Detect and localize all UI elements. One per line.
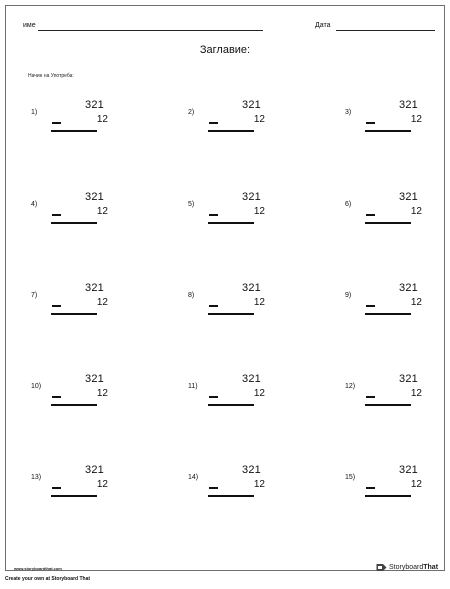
problem-6 xyxy=(345,191,425,231)
answer-line[interactable] xyxy=(51,404,97,406)
answer-line[interactable] xyxy=(208,404,254,406)
name-label: име xyxy=(23,22,36,29)
answer-line[interactable] xyxy=(208,130,254,132)
minuend: 321 xyxy=(85,282,104,294)
problem-9 xyxy=(345,282,425,322)
minus-sign xyxy=(366,487,375,489)
minus-sign xyxy=(366,122,375,124)
problem-2 xyxy=(188,99,268,139)
answer-line[interactable] xyxy=(365,404,411,406)
problem-number: 2) xyxy=(188,109,195,116)
problem-11 xyxy=(188,373,268,413)
subtrahend: 12 xyxy=(253,114,265,125)
minus-sign xyxy=(209,122,218,124)
storyboard-logo-icon xyxy=(376,563,387,572)
problem-number: 5) xyxy=(188,201,195,208)
subtrahend: 12 xyxy=(410,479,422,490)
logo-word-storyboard: Storyboard xyxy=(389,564,424,571)
answer-line[interactable] xyxy=(208,313,254,315)
minuend: 321 xyxy=(85,373,104,385)
footer-url: www.storyboardthat.com xyxy=(14,566,62,571)
problem-8 xyxy=(188,282,268,322)
answer-line[interactable] xyxy=(51,130,97,132)
minuend: 321 xyxy=(242,99,261,111)
answer-line[interactable] xyxy=(208,222,254,224)
minuend: 321 xyxy=(399,191,418,203)
answer-line[interactable] xyxy=(365,313,411,315)
problem-14 xyxy=(188,464,268,504)
minuend: 321 xyxy=(399,373,418,385)
answer-line[interactable] xyxy=(365,130,411,132)
problem-number: 1) xyxy=(31,109,38,116)
minus-sign xyxy=(209,487,218,489)
subtrahend: 12 xyxy=(96,479,108,490)
credit-text: Create your own at Storyboard That xyxy=(5,576,91,582)
answer-line[interactable] xyxy=(365,222,411,224)
problem-15 xyxy=(345,464,425,504)
subtrahend: 12 xyxy=(96,206,108,217)
subtrahend: 12 xyxy=(96,297,108,308)
logo-word-that: That xyxy=(423,564,439,571)
minuend: 321 xyxy=(242,373,261,385)
problems-grid xyxy=(6,6,444,570)
minuend: 321 xyxy=(399,464,418,476)
worksheet-page xyxy=(5,5,445,571)
minus-sign xyxy=(366,305,375,307)
date-label: Дата xyxy=(315,22,331,29)
problem-number: 6) xyxy=(345,201,352,208)
problem-10 xyxy=(31,373,111,413)
minuend: 321 xyxy=(85,464,104,476)
minuend: 321 xyxy=(85,191,104,203)
minus-sign xyxy=(366,214,375,216)
problem-number: 13) xyxy=(31,474,42,481)
instructions-label: Начин на Употреба: xyxy=(28,73,74,79)
problem-1 xyxy=(31,99,111,139)
minuend: 321 xyxy=(85,99,104,111)
answer-line[interactable] xyxy=(51,222,97,224)
minus-sign xyxy=(52,487,61,489)
problem-number: 9) xyxy=(345,292,352,299)
minuend: 321 xyxy=(399,99,418,111)
minus-sign xyxy=(52,396,61,398)
answer-line[interactable] xyxy=(51,495,97,497)
problem-number: 4) xyxy=(31,201,38,208)
problem-number: 8) xyxy=(188,292,195,299)
problem-number: 14) xyxy=(188,474,199,481)
minus-sign xyxy=(52,214,61,216)
subtrahend: 12 xyxy=(96,388,108,399)
subtrahend: 12 xyxy=(410,297,422,308)
problem-3 xyxy=(345,99,425,139)
subtrahend: 12 xyxy=(410,388,422,399)
problem-number: 11) xyxy=(188,383,198,390)
subtrahend: 12 xyxy=(253,388,265,399)
minus-sign xyxy=(366,396,375,398)
problem-4 xyxy=(31,191,111,231)
minus-sign xyxy=(209,214,218,216)
subtrahend: 12 xyxy=(410,114,422,125)
subtrahend: 12 xyxy=(96,114,108,125)
minuend: 321 xyxy=(399,282,418,294)
minus-sign xyxy=(209,305,218,307)
problem-number: 7) xyxy=(31,292,38,299)
minus-sign xyxy=(209,396,218,398)
subtrahend: 12 xyxy=(253,479,265,490)
problem-number: 15) xyxy=(345,474,356,481)
problem-12 xyxy=(345,373,425,413)
subtrahend: 12 xyxy=(410,206,422,217)
logo-text xyxy=(389,564,438,571)
answer-line[interactable] xyxy=(365,495,411,497)
answer-line[interactable] xyxy=(51,313,97,315)
problem-number: 3) xyxy=(345,109,352,116)
page-title: Заглавие: xyxy=(199,44,251,56)
minuend: 321 xyxy=(242,191,261,203)
minus-sign xyxy=(52,122,61,124)
problem-number: 12) xyxy=(345,383,356,390)
problem-number: 10) xyxy=(31,383,42,390)
problem-7 xyxy=(31,282,111,322)
subtrahend: 12 xyxy=(253,297,265,308)
problem-13 xyxy=(31,464,111,504)
storyboard-logo xyxy=(376,563,438,572)
problem-5 xyxy=(188,191,268,231)
answer-line[interactable] xyxy=(208,495,254,497)
minuend: 321 xyxy=(242,464,261,476)
subtrahend: 12 xyxy=(253,206,265,217)
minuend: 321 xyxy=(242,282,261,294)
minus-sign xyxy=(52,305,61,307)
